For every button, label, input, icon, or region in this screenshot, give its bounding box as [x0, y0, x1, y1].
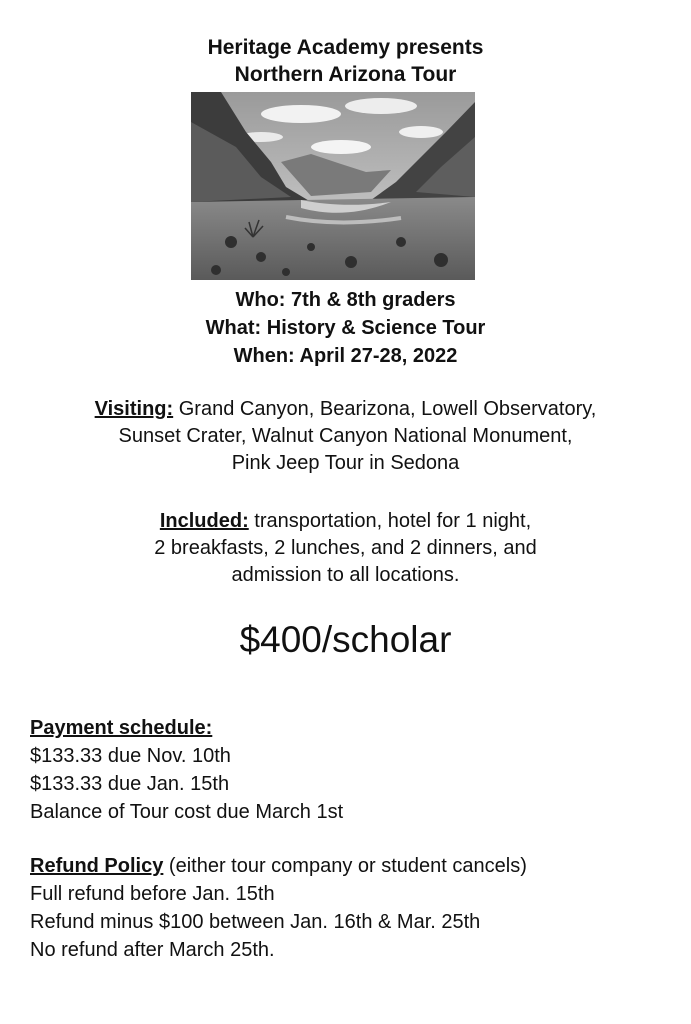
visiting-label: Visiting: [94, 398, 174, 420]
included-line-2: 2 breakfasts, 2 lunches, and 2 dinners, and [154, 537, 537, 559]
title-line-tour: Northern Arizona Tour [234, 63, 457, 86]
refund-policy-section [30, 852, 670, 964]
visiting-text-1: Grand Canyon, Bearizona, Lowell Observatory, [173, 398, 597, 420]
refund-heading-line [30, 852, 670, 880]
included-line-3: admission to all locations. [231, 564, 460, 586]
payment-item: $133.33 due Nov. 10th [30, 745, 231, 767]
refund-item: No refund after March 25th. [30, 939, 275, 961]
when-line: When: April 27-28, 2022 [233, 345, 458, 367]
visiting-section [0, 396, 691, 477]
canyon-illustration [191, 92, 475, 280]
refund-policy-note: (either tour company or student cancels) [163, 855, 527, 877]
payment-item: $133.33 due Jan. 15th [30, 773, 230, 795]
included-text-1: transportation, hotel for 1 night, [248, 510, 532, 532]
flyer-title [0, 34, 691, 88]
refund-policy-label: Refund Policy [30, 855, 164, 877]
refund-item: Full refund before Jan. 15th [30, 883, 275, 905]
payment-item: Balance of Tour cost due March 1st [30, 801, 344, 823]
payment-schedule-section [30, 714, 670, 826]
price-per-scholar: $400/scholar [239, 619, 452, 660]
visiting-line-2: Sunset Crater, Walnut Canyon National Monument, [118, 425, 573, 447]
what-line: What: History & Science Tour [205, 317, 486, 339]
included-label: Included: [159, 510, 249, 532]
included-line-1 [0, 508, 691, 535]
tour-details [0, 286, 691, 370]
visiting-line-1 [0, 396, 691, 423]
grand-canyon-photo [191, 92, 475, 280]
refund-item: Refund minus $100 between Jan. 16th & Mar. 25th [30, 911, 481, 933]
title-line-presents: Heritage Academy presents [207, 36, 484, 59]
included-section [0, 508, 691, 589]
visiting-line-3: Pink Jeep Tour in Sedona [231, 452, 460, 474]
who-line: Who: 7th & 8th graders [235, 289, 456, 311]
payment-schedule-label: Payment schedule: [30, 717, 213, 739]
